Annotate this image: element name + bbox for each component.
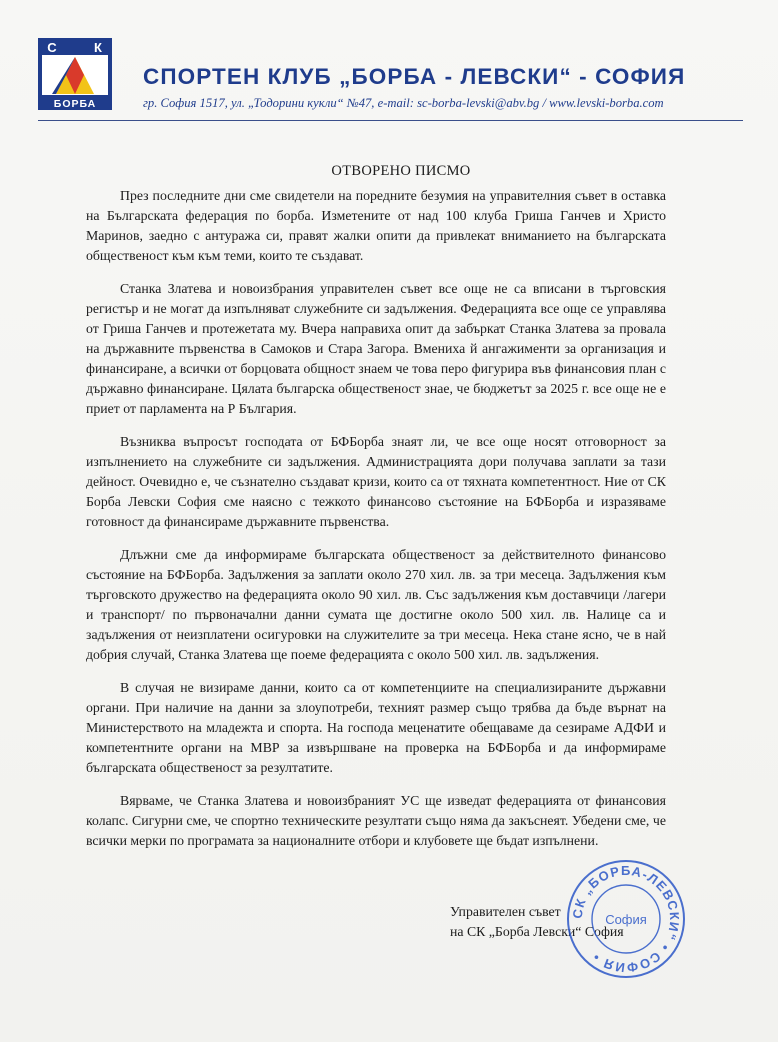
paragraph-5: В случая не визираме данни, които са от компетенциите на специализираните държавни органи. При наличие на данни за злоупотреби, техният размер също трябва да бъде върнат на Министерството на младежта и спорта. На господа меценатите обещаваме да сезираме АДФИ и компетентните органи на МВР за извършване на проверка на БФБорба и да информираме българската общественост за резултатите.	[86, 680, 666, 775]
paragraph-4: Длъжни сме да информираме българската общественост за действителното финансово състояние на БФБорба. Задължения за заплати около 270 хил. лв. за три месеца. Задължения към търговското дружество на федерацията около 90 хил. лв. Със задължения към доставчици /лагери и транспорт/ по първоначални данни сумата ще достигне около 500 хил. лв. Налице са и задължения от неизплатени осигуровки на служителите за три месеца. Нека стане ясно, че в най добрия случай, Станка Златева ще поеме федерацията с около 500 хил. лв. задължения.	[86, 547, 666, 662]
signature-line-2: на СК „Борба Левски“ София	[450, 924, 624, 939]
stamp-ring-text-path: СК „БОРБА-ЛЕВСКИ“ • СОФИЯ •	[569, 862, 683, 976]
letter-body	[86, 186, 666, 864]
club-logo	[38, 38, 112, 110]
paragraph-2: Станка Златева и новоизбрания управителен съвет все още не са вписани в търговския регистър и не могат да изпълняват служебните си задължения. Федерацията все още се управлява от Гриша Ганчев и протежетата му. Вчера направиха опит да забъркат Станка Златева за провала на държавните първенства в Самоков и Стара Загора. Вмениха й ангажименти за организация и финансиране, а всички от борцовата общност знаем че това перо фигурира във финансовия план с държавно финансиране. Цялата българска общественост знае, че бюджетът за 2025 г. все още не е приет от парламента на Р България.	[86, 281, 666, 416]
signature-line-1: Управителен съвет	[450, 904, 561, 919]
logo-letter-s: С	[47, 40, 57, 55]
club-name-heading: СПОРТЕН КЛУБ „БОРБА - ЛЕВСКИ“ - СОФИЯ	[143, 64, 686, 89]
paragraph-1: През последните дни сме свидетели на поредните безумия на управителния съвет в оставка на Българската федерация по борба. Изметените от над 100 клуба Гриша Ганчев и Христо Маринов, заедно с антуража си, правят жалки опити да привлекат вниманието на българската общественост към към теми, които те създават.	[86, 188, 666, 263]
paragraph-6: Вярваме, че Станка Златева и новоизбраният УС ще изведат федерацията от финансовия колапс. Сигурни сме, че спортно техническите резултати също няма да закъснеят. Убедени сме, че всички мерки по програмата за националните отбори и клубовете ще бъдат изпълнени.	[86, 793, 666, 848]
logo-word-borba: БОРБА	[53, 98, 97, 110]
logo-letter-k: К	[94, 40, 102, 55]
stamp-center-text: София	[605, 912, 647, 927]
header-divider	[38, 120, 743, 121]
club-stamp	[565, 858, 687, 980]
letter-title: ОТВОРЕНО ПИСМО	[331, 163, 471, 179]
club-address: гр. София 1517, ул. „Тодорини кукли“ №47, e-mail: sc-borba-levski@abv.bg / www.levski-borba.com	[143, 96, 664, 110]
paragraph-3: Възниква въпросът господата от БФБорба знаят ли, че все още носят отговорност за изпълнението на служебните си задължения. Администрацията дори получава заплати за тази дейност. Очевидно е, че съзнателно създават кризи, които са от тяхната компетентност. Ние от СК Борба Левски София сме наясно с тежкото финансово състояние на БФБорба и изразяваме готовност да финансираме държавните първенства.	[86, 434, 666, 529]
